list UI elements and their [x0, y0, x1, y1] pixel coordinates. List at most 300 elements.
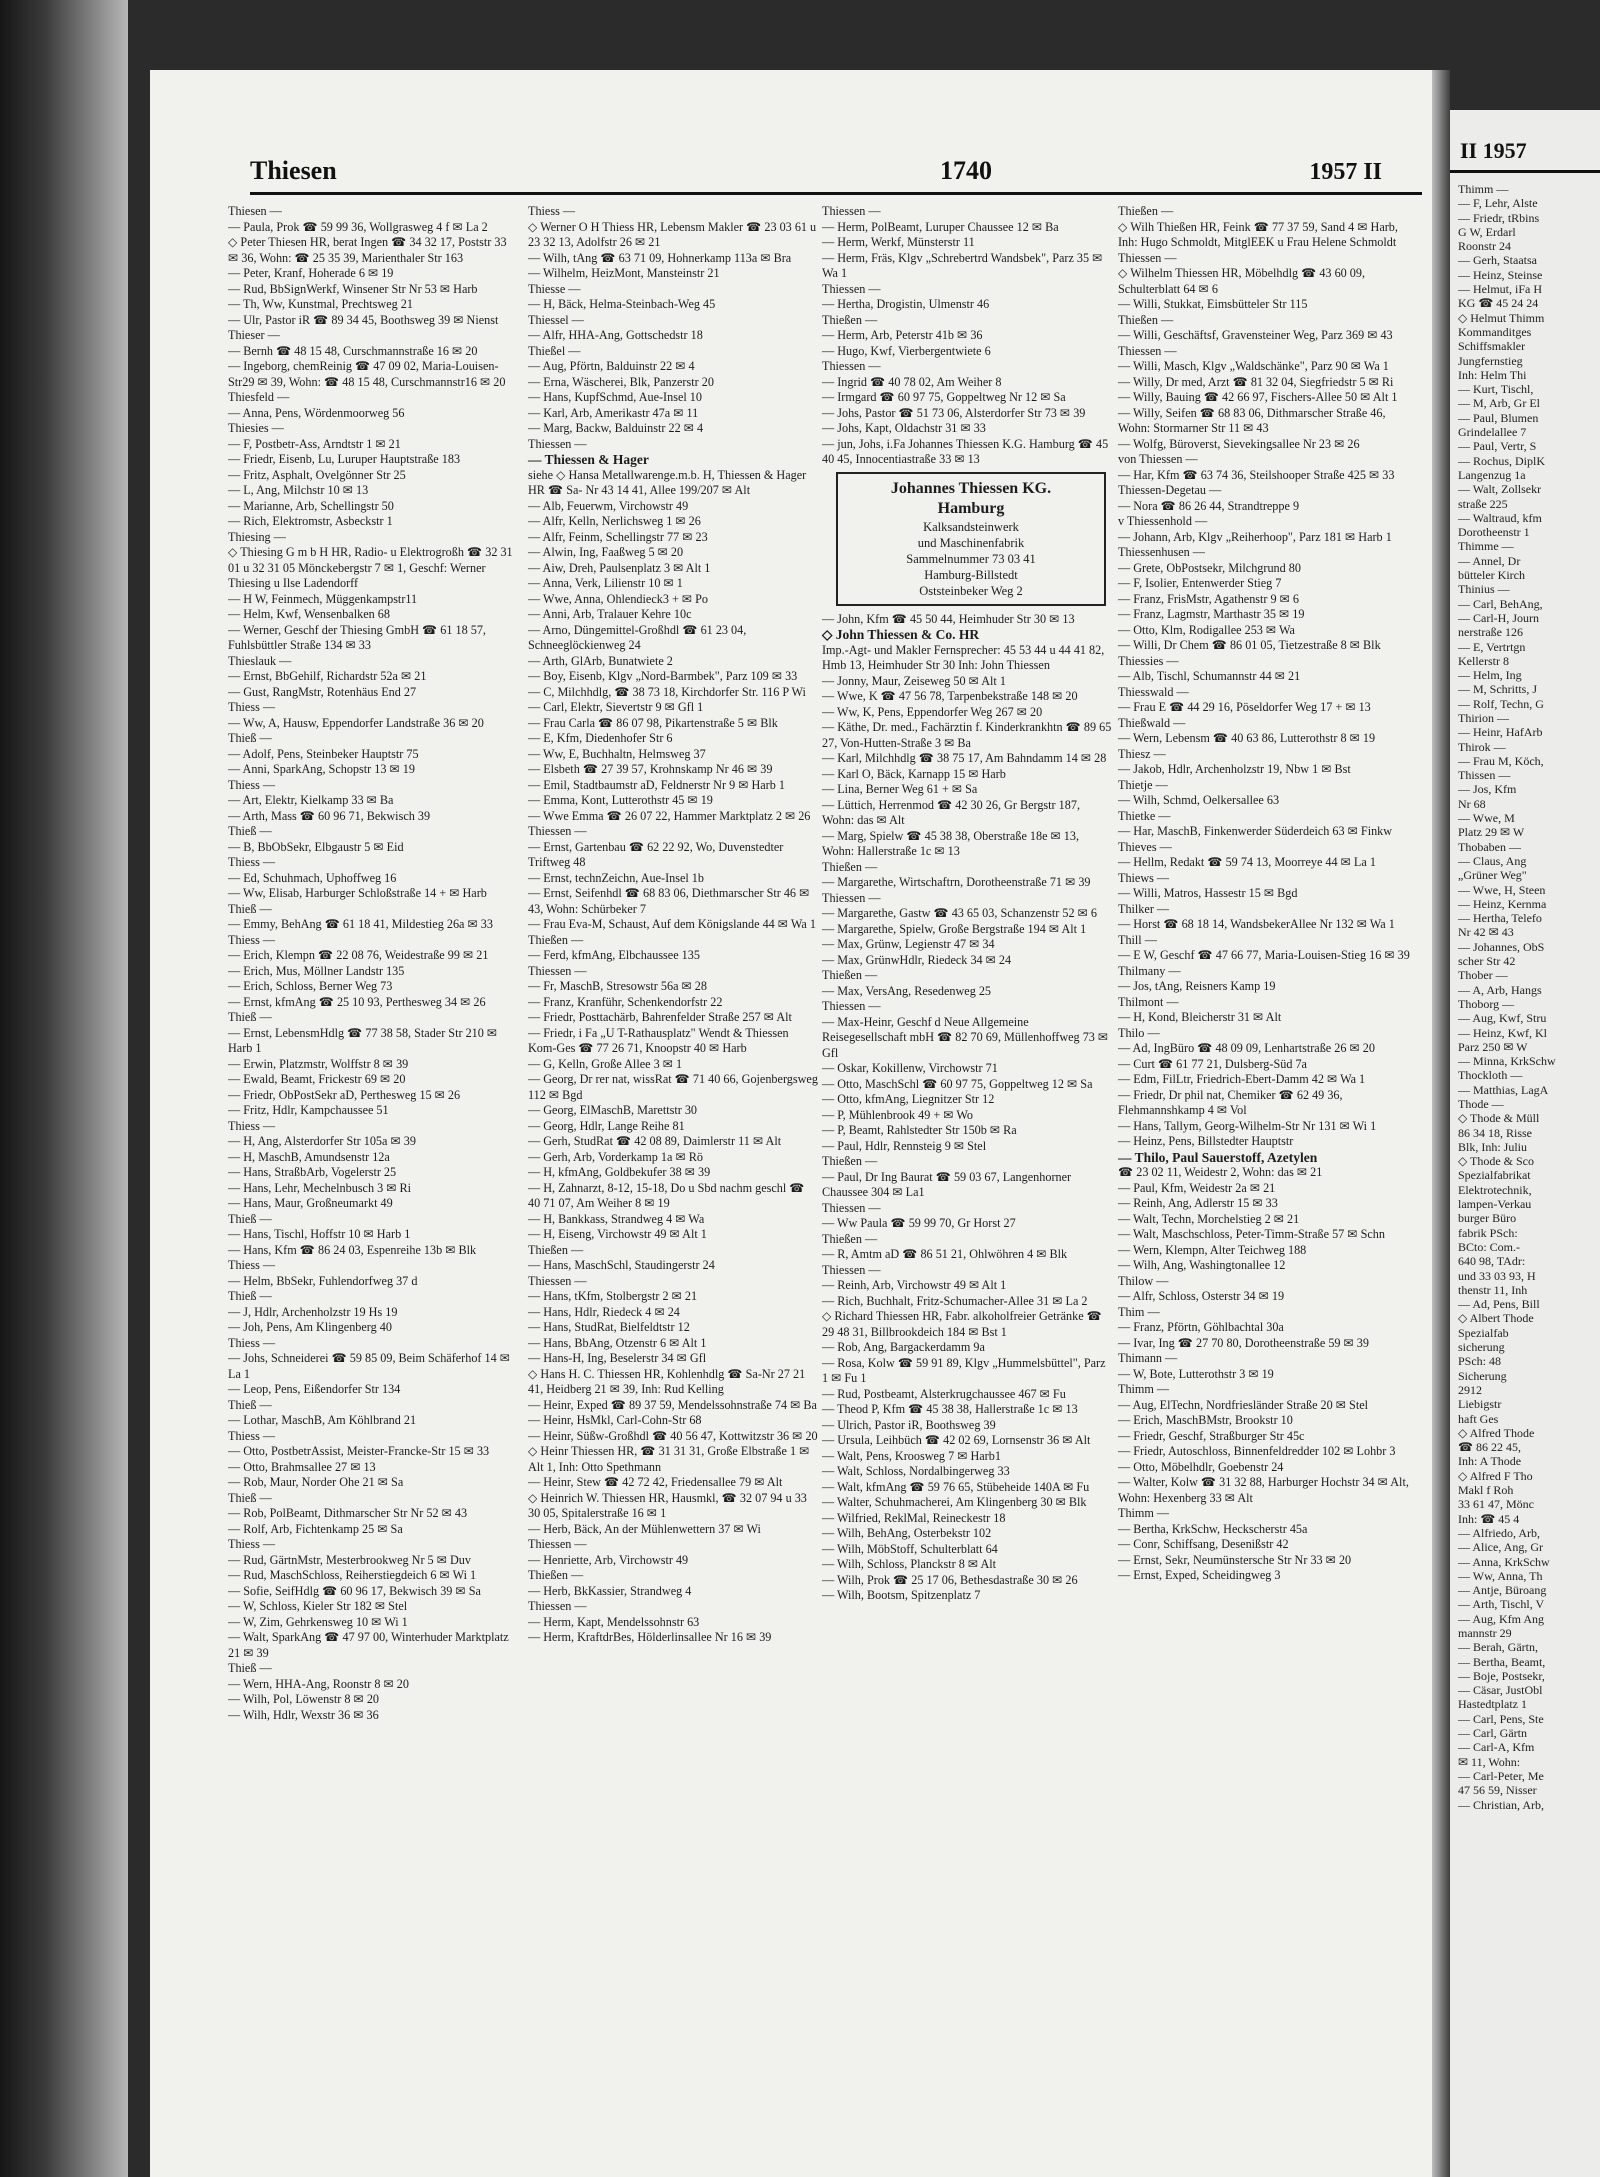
directory-entry: — Wilh, Schloss, Planckstr 8 ✉ Alt: [822, 1557, 997, 1571]
directory-entry: — Hans, MaschSchl, Staudingerstr 24: [528, 1258, 715, 1272]
directory-entry: — J, Hdlr, Archenholzstr 19 Hs 19: [228, 1304, 398, 1319]
facing-page-line: Thobaben —: [1458, 839, 1521, 854]
directory-entry: — Ewald, Beamt, Frickestr 69 ✉ 20: [228, 1072, 406, 1086]
directory-entry: — Friedr, Geschf, Straßburger Str 45c: [1118, 1428, 1305, 1443]
directory-entry: Thiessen —: [528, 436, 587, 451]
directory-entry: — Helm, Kwf, Wensenbalken 68: [228, 607, 390, 621]
directory-entry: — Johs, Schneiderei ☎ 59 85 09, Beim Schäferhof 14 ✉ La 1: [228, 1351, 514, 1381]
directory-entry: — Leop, Pens, Eißendorfer Str 134: [228, 1382, 401, 1396]
directory-entry: — Frau Carla ☎ 86 07 98, Pikartenstraße 5 ✉ Blk: [528, 715, 778, 730]
directory-entry: — Otto, PostbetrAssist, Meister-Francke-Str 15 ✉ 33: [228, 1444, 490, 1458]
directory-entry: — Otto, MaschSchl ☎ 60 97 75, Goppeltweg 12 ✉ Sa: [822, 1076, 1093, 1091]
facing-page-line: Sicherung: [1458, 1368, 1507, 1383]
facing-page-line: Makl f Roh: [1458, 1483, 1514, 1498]
directory-entry: — Frau Eva-M, Schaust, Auf dem Königslande 44 ✉ Wa 1: [528, 917, 816, 931]
directory-entry: ◇ Wilhelm Thiessen HR, Möbelhdlg ☎ 43 60 09, Schulterblatt 64 ✉ 6: [1118, 266, 1369, 296]
directory-entry: — Heinr, Stew ☎ 42 72 42, Friedensallee 79 ✉ Alt: [528, 1475, 783, 1489]
directory-entry: — Ivar, Ing ☎ 27 70 80, Dorotheenstraße 59 ✉ 39: [1118, 1335, 1369, 1350]
facing-page-line: Grindelallee 7: [1458, 425, 1527, 440]
directory-entry: Thimann —: [1118, 1351, 1178, 1365]
directory-entry: — Wilh, Bootsm, Spitzenplatz 7: [822, 1588, 981, 1602]
directory-entry: — Heinz, Pens, Billstedter Hauptstr: [1118, 1134, 1294, 1148]
directory-entry: — F, Isolier, Entenwerder Stieg 7: [1118, 576, 1282, 590]
directory-entry: — W, Bote, Lutterothstr 3 ✉ 19: [1118, 1366, 1274, 1381]
directory-entry: Thiessen —: [528, 963, 587, 978]
directory-entry: — Ernst, technZeichn, Aue-Insel 1b: [528, 870, 704, 885]
directory-entry: — Adolf, Pens, Steinbeker Hauptstr 75: [228, 746, 419, 761]
page-header-left: Thiesen: [250, 156, 337, 185]
directory-entry: Thießen —: [822, 859, 878, 874]
directory-entry: — Alfr, Schloss, Osterstr 34 ✉ 19: [1118, 1289, 1285, 1303]
directory-entry: — Herm, Werkf, Münsterstr 11: [822, 235, 975, 249]
facing-page-line: fabrik PSch:: [1458, 1225, 1518, 1240]
directory-entry: — Hertha, Drogistin, Ulmenstr 46: [822, 297, 990, 311]
directory-entry: — Wwe, K ☎ 47 56 78, Tarpenbekstraße 148 ✉ 20: [822, 689, 1078, 703]
facing-page-line: Liebigstr: [1458, 1397, 1502, 1412]
facing-page-line: 640 98, TAdr:: [1458, 1254, 1526, 1269]
facing-page-line: — Heinz, Steinse: [1458, 267, 1543, 282]
facing-page-line: G W, Erdarl: [1458, 224, 1516, 239]
directory-entry: Thiess —: [228, 932, 276, 947]
directory-entry: — Boy, Eisenb, Klgv „Nord-Barmbek", Parz 109 ✉ 33: [528, 669, 798, 683]
directory-entry: Thieß —: [228, 1010, 272, 1024]
facing-page-line: — Kurt, Tischl,: [1458, 382, 1534, 397]
directory-entry: — H, Bankkass, Strandweg 4 ✉ Wa: [528, 1211, 705, 1226]
directory-entry: Thießen —: [822, 968, 878, 982]
directory-entry: — Alwin, Ing, Faaßweg 5 ✉ 20: [528, 545, 684, 559]
directory-entry: — Herm, Kapt, Mendelssohnstr 63: [528, 1614, 700, 1629]
directory-entry: — Herm, Arb, Peterstr 41b ✉ 36: [822, 328, 983, 342]
directory-entry: — Hellm, Redakt ☎ 59 74 13, Moorreye 44 ✉ La 1: [1118, 855, 1376, 869]
directory-entry: — Franz, Kranführ, Schenkendorfstr 22: [528, 994, 723, 1009]
directory-entry: — Georg, ElMaschB, Marettstr 30: [528, 1103, 698, 1117]
directory-entry: — Max, VersAng, Resedenweg 25: [822, 983, 992, 998]
facing-page-line: ✉ 11, Wohn:: [1458, 1754, 1521, 1769]
directory-entry: — Jos, tAng, Reisners Kamp 19: [1118, 979, 1276, 993]
directory-entry: Thieves —: [1118, 839, 1172, 854]
directory-entry: — Wilh, Pol, Löwenstr 8 ✉ 20: [228, 1692, 380, 1706]
directory-entry: — Arth, Mass ☎ 60 96 71, Bekwisch 39: [228, 808, 431, 823]
directory-entry: — Herm, Fräs, Klgv „Schrebertrd Wandsbek", Parz 35 ✉ Wa 1: [822, 250, 1106, 280]
directory-entry: Thießwald —: [1118, 715, 1186, 730]
directory-entry: Thieslauk —: [228, 653, 292, 668]
directory-entry: — Helm, BbSekr, Fuhlendorfweg 37 d: [228, 1273, 418, 1288]
directory-entry: — Hans, Maur, Großneumarkt 49: [228, 1196, 393, 1210]
directory-entry: Thießen —: [822, 1231, 878, 1246]
directory-entry: — Willi, Masch, Klgv „Waldschänke", Parz 90 ✉ Wa 1: [1118, 359, 1389, 373]
facing-page-line: straße 225: [1458, 496, 1508, 511]
directory-entry: — P, Beamt, Rahlstedter Str 150b ✉ Ra: [822, 1123, 1017, 1137]
directory-entry: — Otto, kfmAng, Liegnitzer Str 12: [822, 1092, 995, 1106]
directory-entry: ◇ Werner O H Thiess HR, Lebensm Makler ☎ 23 03 61 u 23 32 13, Adolfstr 26 ✉ 21: [528, 219, 820, 249]
ad-line-1: Kalksandsteinwerk: [923, 519, 1019, 534]
directory-entry: — H, Ang, Alsterdorfer Str 105a ✉ 39: [228, 1134, 416, 1148]
directory-entry: — Paul, Hdlr, Rennsteig 9 ✉ Stel: [822, 1138, 987, 1153]
directory-entry: — Wilh, Ang, Washingtonallee 12: [1118, 1258, 1286, 1272]
facing-page-line: — Carl-A, Kfm: [1458, 1740, 1535, 1755]
facing-page-line: Jungfernstieg: [1458, 353, 1523, 368]
directory-entry: von Thiessen —: [1118, 452, 1198, 466]
directory-entry: — Rob, PolBeamt, Dithmarscher Str Nr 52 ✉ 43: [228, 1506, 468, 1520]
directory-entry: Thieß —: [228, 731, 272, 745]
facing-page-line: — M, Arb, Gr El: [1458, 396, 1540, 411]
directory-entry: Thiessen —: [528, 1537, 587, 1551]
directory-entry: — Horst ☎ 68 18 14, WandsbekerAllee Nr 132 ✉ Wa 1: [1118, 917, 1395, 931]
facing-page-header: II 1957: [1460, 138, 1527, 163]
facing-page-line: PSch: 48: [1458, 1354, 1502, 1369]
directory-entry: — Reinh, Arb, Virchowstr 49 ✉ Alt 1: [822, 1278, 1007, 1292]
directory-entry: Thieß —: [228, 1490, 272, 1505]
facing-page-line: Spezialfabrikat: [1458, 1168, 1531, 1183]
facing-page-line: Inh: A Thode: [1458, 1454, 1522, 1469]
directory-entry: Thiessen —: [822, 359, 881, 373]
directory-entry: ◇ Hans H. C. Thiessen HR, Kohlenhdlg ☎ Sa-Nr 27 21 41, Heidberg 21 ✉ 39, Inh: Rud Kelling: [528, 1366, 809, 1396]
directory-entry: — Margarethe, Wirtschaftrn, Dorotheenstraße 71 ✉ 39: [822, 875, 1091, 889]
facing-page-line: Thober —: [1458, 968, 1508, 983]
directory-entry: — Gerh, StudRat ☎ 42 08 89, Daimlerstr 11 ✉ Alt: [528, 1134, 782, 1148]
facing-page-line: Spezialfab: [1458, 1325, 1509, 1340]
directory-page: [150, 70, 1432, 2177]
directory-entry: — H, Kond, Bleicherstr 31 ✉ Alt: [1118, 1010, 1282, 1024]
directory-entry: Thieß —: [228, 1211, 272, 1226]
directory-entry: — Ferd, kfmAng, Elbchaussee 135: [528, 948, 700, 962]
directory-entry: — jun, Johs, i.Fa Johannes Thiessen K.G. Hamburg ☎ 45 40 45, Innocentiastraße 33 ✉ 13: [822, 436, 1112, 466]
directory-entry: — Erich, Mus, Möllner Landstr 135: [228, 963, 405, 978]
facing-page-line: — Aug, Kwf, Stru: [1458, 1011, 1547, 1026]
facing-page-line: BCto: Com.-: [1458, 1239, 1521, 1254]
directory-entry: Thieß —: [228, 824, 272, 838]
page-header-right: 1957 II: [1309, 159, 1382, 185]
facing-page-line: Inh: ☎ 45 4: [1458, 1511, 1520, 1526]
directory-entry: — Paul, Dr Ing Baurat ☎ 59 03 67, Langenhorner Chaussee 304 ✉ La1: [822, 1169, 1075, 1199]
facing-page-line: Nr 42 ✉ 43: [1458, 925, 1514, 940]
directory-entry: — Hans, Tallym, Georg-Wilhelm-Str Nr 131 ✉ Wi 1: [1118, 1118, 1377, 1133]
directory-entry: Thiess —: [528, 204, 576, 218]
directory-entry: — H W, Feinmech, Müggenkampstr11: [228, 591, 418, 606]
directory-entry: — Johs, Kapt, Oldachstr 31 ✉ 33: [822, 421, 986, 435]
directory-entry: — Aiw, Dreh, Paulsenplatz 3 ✉ Alt 1: [528, 560, 711, 575]
directory-entry: — P, Mühlenbrook 49 + ✉ Wo: [822, 1107, 973, 1122]
facing-page-line: — Rochus, DiplK: [1458, 453, 1545, 468]
directory-entry: — Har, MaschB, Finkenwerder Süderdeich 63 ✉ Finkw: [1118, 824, 1393, 838]
directory-entry: — Ernst, BbGehilf, Richardstr 52a ✉ 21: [228, 669, 427, 683]
directory-entry: — Hans, Kfm ☎ 86 24 03, Espenreihe 13b ✉ Blk: [228, 1242, 477, 1257]
directory-entry: — Wilh, tAng ☎ 63 71 09, Hohnerkamp 113a ✉ Bra: [528, 250, 792, 265]
directory-entry: Thiessies —: [1118, 653, 1179, 668]
directory-entry: — Walt, Schloss, Nordalbingerweg 33: [822, 1464, 1010, 1478]
directory-entry: — Th, Ww, Kunstmal, Prechtsweg 21: [228, 297, 413, 311]
directory-entry: — Hans, BbAng, Otzenstr 6 ✉ Alt 1: [528, 1335, 707, 1350]
directory-entry: Thiessen —: [528, 1273, 587, 1288]
facing-page-line: lampen-Verkau: [1458, 1197, 1532, 1212]
facing-page-line: Thode —: [1458, 1097, 1504, 1111]
directory-entry: Thilo —: [1118, 1025, 1160, 1040]
directory-entry: Thieser —: [228, 328, 280, 342]
directory-entry: — Willi, Matros, Hassestr 15 ✉ Bgd: [1118, 886, 1298, 900]
directory-entry: — Grete, ObPostsekr, Milchgrund 80: [1118, 560, 1301, 575]
facing-page-column: [1458, 182, 1600, 1812]
directory-entry: — Anni, SparkAng, Schopstr 13 ✉ 19: [228, 762, 415, 776]
directory-entry: — Wilh, MöbStoff, Schulterblatt 64: [822, 1541, 998, 1556]
directory-entry: Thiess —: [228, 1118, 276, 1133]
facing-page-line: thenstr 11, Inh: [1458, 1282, 1528, 1297]
directory-entry: — Willy, Seifen ☎ 68 83 06, Dithmarscher Straße 46, Wohn: Stormarner Str 11 ✉ 43: [1118, 405, 1389, 435]
directory-entry: Thießen —: [528, 1242, 584, 1257]
facing-page-line: — Paul, Vertr, S: [1458, 439, 1537, 454]
directory-entry: — Walt, kfmAng ☎ 59 76 65, Stübeheide 140A ✉ Fu: [822, 1479, 1090, 1494]
facing-page-line: Thimm —: [1458, 182, 1509, 196]
directory-entry: — Thilo, Paul Sauerstoff, Azetylen: [1118, 1149, 1318, 1165]
facing-page-line: „Grüner Weg": [1458, 868, 1527, 883]
directory-entry: — C, Milchhdlg, ☎ 38 73 18, Kirchdorfer Str. 116 P Wi: [528, 684, 806, 699]
facing-page-line: — Wwe, M: [1458, 811, 1515, 826]
directory-entry: — Ingrid ☎ 40 78 02, Am Weiher 8: [822, 374, 1002, 389]
facing-page-line: — Heinz, Kwf, Kl: [1458, 1025, 1547, 1040]
directory-entry: — Curt ☎ 61 77 21, Dulsberg-Süd 7a: [1118, 1056, 1307, 1071]
directory-entry: siehe ◇ Hansa Metallwarenge.m.b. H, Thiessen & Hager HR ☎ Sa- Nr 43 14 41, Allee 199/207 ✉ Alt: [528, 467, 810, 497]
directory-entry: Thieß —: [228, 901, 272, 916]
directory-entry: — Marianne, Arb, Schellingstr 50: [228, 498, 394, 513]
facing-page-line: — Ww, Anna, Th: [1458, 1568, 1543, 1583]
directory-entry: — Ww, E, Buchhaltn, Helmsweg 37: [528, 746, 706, 761]
directory-entry: — Wern, HHA-Ang, Roonstr 8 ✉ 20: [228, 1676, 409, 1691]
directory-entry: — Herb, BkKassier, Strandweg 4: [528, 1583, 692, 1598]
directory-entry: — John, Kfm ☎ 45 50 44, Heimhuder Str 30 ✉ 13: [822, 611, 1075, 626]
page-number: 1740: [940, 156, 992, 185]
directory-entry: — E, Kfm, Diedenhofer Str 6: [528, 731, 673, 745]
directory-entry: — Edm, FilLtr, Friedrich-Ebert-Damm 42 ✉ Wa 1: [1118, 1072, 1366, 1086]
directory-entry: — Gerh, Arb, Vorderkamp 1a ✉ Rö: [528, 1149, 703, 1164]
facing-page-line: ◇ Thode & Sco: [1458, 1154, 1535, 1169]
directory-entry: — Fritz, Asphalt, Ovelgönner Str 25: [228, 467, 406, 482]
facing-page-line: ◇ Thode & Müll: [1458, 1111, 1540, 1126]
directory-entry: — H, kfmAng, Goldbekufer 38 ✉ 39: [528, 1165, 711, 1179]
directory-entry: — Karl, Milchhdlg ☎ 38 75 17, Am Bahndamm 14 ✉ 28: [822, 751, 1107, 765]
directory-entry: — H, MaschB, Amundsenstr 12a: [228, 1149, 390, 1164]
directory-entry: — Jakob, Hdlr, Archenholzstr 19, Nbw 1 ✉ Bst: [1118, 762, 1351, 776]
directory-entry: ◇ Thiesing G m b H HR, Radio- u Elektrogroßh ☎ 32 31 01 u 32 31 05 Mönckebergstr 7 ✉ 1, Geschf: Werner Thiesing u Ilse Ladendorff: [228, 545, 516, 590]
directory-entry: — Wwe Emma ☎ 26 07 22, Hammer Marktplatz 2 ✉ 26: [528, 808, 811, 823]
directory-entry: — Ernst, Exped, Scheidingweg 3: [1118, 1568, 1281, 1582]
facing-page-line: Thissen —: [1458, 768, 1511, 783]
directory-entry: — Walt, Pens, Kroosweg 7 ✉ Harb1: [822, 1448, 1001, 1463]
directory-entry: — Emma, Kont, Lutterothstr 45 ✉ 19: [528, 793, 713, 807]
facing-page-line: mannstr 29: [1458, 1625, 1512, 1640]
facing-page-line: — Carl, BehAng,: [1458, 596, 1543, 611]
directory-entry: — Ulr, Pastor iR ☎ 89 34 45, Boothsweg 39 ✉ Nienst: [228, 312, 499, 327]
facing-page-line: — M, Schritts, J: [1458, 682, 1538, 697]
facing-page-line: Blk, Inh: Juliu: [1458, 1139, 1528, 1154]
facing-page-line: Thoborg —: [1458, 996, 1515, 1011]
directory-entry: ◇ Wilh Thießen HR, Feink ☎ 77 37 59, Sand 4 ✉ Harb, Inh: Hugo Schmoldt, MitglEEK u Frau Helene Schmoldt: [1118, 219, 1401, 249]
directory-entry: — Rud, MaschSchloss, Reiherstiegdeich 6 ✉ Wi 1: [228, 1568, 477, 1582]
directory-entry: — Marg, Backw, Balduinstr 22 ✉ 4: [528, 421, 704, 435]
directory-entry: — Otto, Klm, Rodigallee 253 ✉ Wa: [1118, 622, 1295, 637]
directory-entry: — Emmy, BehAng ☎ 61 18 41, Mildestieg 26a ✉ 33: [228, 917, 493, 931]
directory-entry: — Har, Kfm ☎ 63 74 36, Steilshooper Straße 425 ✉ 33: [1118, 467, 1395, 482]
facing-page-line: sicherung: [1458, 1340, 1505, 1355]
directory-entry: Thiess —: [228, 1258, 276, 1272]
facing-page-line: — Christian, Arb,: [1458, 1797, 1544, 1812]
directory-entry: — Walt, Maschschloss, Peter-Timm-Straße 57 ✉ Schn: [1118, 1227, 1385, 1241]
directory-entry: — Herm, PolBeamt, Luruper Chaussee 12 ✉ Ba: [822, 219, 1059, 234]
facing-page-line: — Claus, Ang: [1458, 853, 1527, 868]
directory-entry: ◇ Heinr Thiessen HR, ☎ 31 31 31, Große Elbstraße 1 ✉ Alt 1, Inh: Otto Spethmann: [528, 1444, 812, 1474]
directory-entry: — Rob, Maur, Norder Ohe 21 ✉ Sa: [228, 1475, 404, 1489]
directory-entry: — Oskar, Kokillenw, Virchowstr 71: [822, 1061, 998, 1075]
directory-entry: — Paula, Prok ☎ 59 99 36, Wollgrasweg 4 f ✉ La 2: [228, 219, 488, 234]
directory-entry: — Erich, MaschBMstr, Brookstr 10: [1118, 1413, 1293, 1427]
facing-page-line: — Walt, Zollsekr: [1458, 482, 1542, 497]
directory-entry: — Friedr, i Fa „U T-Rathausplatz" Wendt & Thiessen Kom-Ges ☎ 77 26 71, Knoopstr 40 ✉ Harb: [528, 1025, 792, 1055]
directory-entry: — Willi, Geschäftsf, Gravensteiner Weg, Parz 369 ✉ 43: [1118, 328, 1393, 342]
directory-entry: — Ernst, kfmAng ☎ 25 10 93, Perthesweg 34 ✉ 26: [228, 994, 486, 1009]
facing-page-line: — Friedr, tRbins: [1458, 210, 1540, 225]
directory-entry: — Willi, Stukkat, Eimsbütteler Str 115: [1118, 297, 1308, 311]
facing-page-line: Thirion —: [1458, 710, 1509, 725]
directory-entry: — Friedr, Posttachärb, Bahrenfelder Straße 257 ✉ Alt: [528, 1010, 792, 1024]
directory-entry: — Elsbeth ☎ 27 39 57, Krohnskamp Nr 46 ✉ 39: [528, 762, 773, 776]
directory-entry: — Ww, Elisab, Harburger Schloßstraße 14 + ✉ Harb: [228, 886, 487, 900]
directory-entry: — Reinh, Ang, Adlerstr 15 ✉ 33: [1118, 1196, 1278, 1210]
facing-page-line: — Anna, KrkSchw: [1458, 1554, 1550, 1569]
directory-entry: — L, Ang, Milchstr 10 ✉ 13: [228, 483, 369, 497]
directory-entry: — Heinr, HsMkl, Carl-Cohn-Str 68: [528, 1413, 702, 1427]
directory-entry: — W, Zim, Gehrkensweg 10 ✉ Wi 1: [228, 1614, 408, 1629]
directory-entry: Thilker —: [1118, 901, 1170, 916]
directory-entry: — Alfr, HHA-Ang, Gottschedstr 18: [528, 328, 703, 342]
directory-entry: — Karl, Arb, Amerikastr 47a ✉ 11: [528, 405, 699, 420]
directory-entry: — Rud, GärtnMstr, Mesterbrookweg Nr 5 ✉ Duv: [228, 1552, 471, 1567]
directory-entry: — Wern, Lebensm ☎ 40 63 86, Lutterothstr 8 ✉ 19: [1118, 731, 1376, 745]
directory-entry: — H, Bäck, Helma-Steinbach-Weg 45: [528, 297, 716, 311]
directory-entry: — Friedr, Eisenb, Lu, Luruper Hauptstraße 183: [228, 452, 461, 466]
facing-page-line: Schiffsmakler: [1458, 339, 1526, 354]
facing-page-line: ◇ Alfred Thode: [1458, 1425, 1535, 1440]
directory-entry: — Jonny, Maur, Zeiseweg 50 ✉ Alt 1: [822, 673, 1006, 688]
directory-entry: Thießen —: [528, 1568, 584, 1582]
directory-entry: — Walter, Schuhmacherei, Am Klingenberg 30 ✉ Blk: [822, 1495, 1087, 1509]
directory-entry: Thießen —: [822, 1154, 878, 1168]
facing-page-line: haft Ges: [1458, 1411, 1499, 1426]
directory-entry: — Bernh ☎ 48 15 48, Curschmannstraße 16 ✉ 20: [228, 343, 478, 358]
directory-entry: — Erich, Klempn ☎ 22 08 76, Weidestraße 99 ✉ 21: [228, 948, 489, 962]
facing-page-line: Thockloth —: [1458, 1068, 1523, 1083]
directory-entry: Thilmany —: [1118, 963, 1181, 978]
directory-entry: — F, Postbetr-Ass, Arndtstr 1 ✉ 21: [228, 436, 401, 451]
ad-line-4: Hamburg-Billstedt: [924, 567, 1018, 582]
directory-entry: — Hans, StudRat, Bielfeldtstr 12: [528, 1320, 690, 1334]
facing-page-rule: [1450, 170, 1600, 173]
facing-page-line: nerstraße 126: [1458, 625, 1523, 640]
facing-page-line: — Waltraud, kfm: [1458, 510, 1542, 525]
directory-entry: — E W, Geschf ☎ 47 66 77, Maria-Louisen-Stieg 16 ✉ 39: [1118, 948, 1410, 962]
directory-entry: — Margarethe, Gastw ☎ 43 65 03, Schanzenstr 52 ✉ 6: [822, 906, 1097, 920]
directory-entry: — Arth, GlArb, Bunatwiete 2: [528, 653, 673, 668]
directory-entry: — Anna, Pens, Wördenmoorweg 56: [228, 405, 405, 420]
facing-page-line: — Arth, Tischl, V: [1458, 1597, 1545, 1612]
directory-entry: — Ww, K, Pens, Eppendorfer Weg 267 ✉ 20: [822, 704, 1043, 719]
facing-page-line: — Carl-Peter, Me: [1458, 1768, 1544, 1783]
directory-entry: — B, BbObSekr, Elbgaustr 5 ✉ Eid: [228, 839, 404, 854]
directory-entry: — Carl, Elektr, Sievertstr 9 ✉ Gfl 1: [528, 700, 704, 714]
facing-page-line: 33 61 47, Mönc: [1458, 1497, 1534, 1512]
directory-entry: — Thiessen & Hager: [528, 452, 649, 467]
directory-entry: — Heinr, Exped ☎ 89 37 59, Mendelssohnstraße 74 ✉ Ba: [528, 1397, 817, 1412]
directory-entry: ◇ John Thiessen & Co. HR: [822, 627, 980, 642]
directory-entry: — Max, Grünw, Legienstr 47 ✉ 34: [822, 937, 995, 951]
facing-page-line: burger Büro: [1458, 1211, 1517, 1226]
directory-entry: — Wilfried, ReklMal, Reineckestr 18: [822, 1510, 1006, 1525]
directory-entry: — Rich, Buchhalt, Fritz-Schumacher-Allee 31 ✉ La 2: [822, 1293, 1088, 1308]
directory-entry: — Ernst, LebensmHdlg ☎ 77 38 58, Stader Str 210 ✉ Harb 1: [228, 1025, 501, 1055]
directory-entry: — Otto, Brahmsallee 27 ✉ 13: [228, 1459, 376, 1474]
directory-entry: — W, Schloss, Kieler Str 182 ✉ Stel: [228, 1599, 408, 1613]
directory-entry: — Friedr, Autoschloss, Binnenfeldredder 102 ✉ Lohbr 3: [1118, 1444, 1396, 1458]
facing-page-line: — Paul, Blumen: [1458, 410, 1539, 425]
directory-entry: v Thiessenhold —: [1118, 514, 1208, 528]
directory-entry: Thim —: [1118, 1304, 1160, 1319]
directory-entry: — Fr, MaschB, Stresowstr 56a ✉ 28: [528, 979, 707, 993]
facing-page-line: — Minna, KrkSchw: [1458, 1054, 1556, 1069]
directory-entry: ◇ Heinrich W. Thiessen HR, Hausmkl, ☎ 32 07 94 u 33 30 05, Spitalerstraße 16 ✉ 1: [528, 1490, 810, 1520]
facing-page-line: Thirok —: [1458, 739, 1506, 754]
directory-entry: — Erna, Wäscherei, Blk, Panzerstr 20: [528, 374, 714, 389]
directory-entry: — Bertha, KrkSchw, Heckscherstr 45a: [1118, 1521, 1308, 1536]
facing-page-line: — E, Vertrtgn: [1458, 639, 1526, 654]
directory-entry: — Georg, Dr rer nat, wissRat ☎ 71 40 66, Gojenbergsweg 112 ✉ Bgd: [528, 1072, 821, 1102]
facing-page-line: — Frau M, Köch,: [1458, 753, 1544, 768]
directory-entry: Thiesswald —: [1118, 684, 1189, 699]
directory-entry: Thiews —: [1118, 870, 1170, 885]
directory-entry: Thill —: [1118, 932, 1157, 947]
directory-entry: — Wilh, Hdlr, Wexstr 36 ✉ 36: [228, 1707, 379, 1722]
ad-title-line-2: Hamburg: [937, 499, 1005, 517]
directory-entry: — Wolfg, Büroverst, Sievekingsallee Nr 23 ✉ 26: [1118, 436, 1360, 451]
facing-page-line: ◇ Albert Thode: [1458, 1311, 1534, 1326]
directory-entry: Thieß —: [228, 1397, 272, 1412]
facing-page-line: Kommanditges: [1458, 324, 1532, 339]
directory-entry: — Ernst, Sekr, Neumünstersche Str Nr 33 ✉ 20: [1118, 1552, 1352, 1567]
directory-entry: — Erich, Schloss, Berner Weg 73: [228, 979, 393, 993]
directory-entry: — Henriette, Arb, Virchowstr 49: [528, 1552, 689, 1567]
page-header: [250, 152, 1422, 195]
directory-entry: — Herm, KraftdrBes, Hölderlinsallee Nr 16 ✉ 39: [528, 1630, 772, 1644]
directory-entry: Thiesies —: [228, 421, 284, 435]
directory-entry: — Max, GrünwHdlr, Riedeck 34 ✉ 24: [822, 952, 1012, 967]
facing-page-line: scher Str 42: [1458, 954, 1516, 969]
directory-entry: — Willy, Dr med, Arzt ☎ 81 32 04, Siegfriedstr 5 ✉ Ri: [1118, 374, 1394, 389]
directory-entry: Thilmont —: [1118, 994, 1179, 1009]
directory-entry: — Frau E ☎ 44 29 16, Pöseldorfer Weg 17 + ✉ 13: [1118, 700, 1371, 714]
directory-entry: Thilow —: [1118, 1273, 1169, 1288]
facing-page-line: 2912: [1458, 1382, 1482, 1397]
directory-entry: — Art, Elektr, Kielkamp 33 ✉ Ba: [228, 793, 394, 807]
directory-entry: Thiesen —: [228, 204, 282, 218]
directory-entry: — Willy, Bauing ☎ 42 66 97, Fischers-Allee 50 ✉ Alt 1: [1118, 390, 1398, 404]
facing-page-line: Nr 68: [1458, 796, 1486, 811]
directory-entry: — Walt, SparkAng ☎ 47 97 00, Winterhuder Marktplatz 21 ✉ 39: [228, 1630, 512, 1660]
directory-entry: Thießen —: [1118, 204, 1174, 218]
facing-page-line: — Carl, Gärtn: [1458, 1726, 1527, 1741]
directory-entry: Thiessenhusen —: [1118, 545, 1205, 559]
directory-entry: — Walter, Kolw ☎ 31 32 88, Harburger Hochstr 34 ✉ Alt, Wohn: Hexenberg 33 ✉ Alt: [1118, 1475, 1412, 1505]
facing-page-line: bütteler Kirch: [1458, 568, 1525, 583]
directory-entry: — Rud, Postbeamt, Alsterkrugchaussee 467 ✉ Fu: [822, 1386, 1066, 1401]
directory-entry: — Sofie, SeifHdlg ☎ 60 96 17, Bekwisch 39 ✉ Sa: [228, 1583, 481, 1598]
directory-entry: — Käthe, Dr. med., Fachärztin f. Kinderkrankhtn ☎ 89 65 27, Von-Hutten-Straße 3 ✉ Ba: [822, 720, 1115, 750]
directory-entry: — Ulrich, Pastor iR, Boothsweg 39: [822, 1417, 996, 1432]
